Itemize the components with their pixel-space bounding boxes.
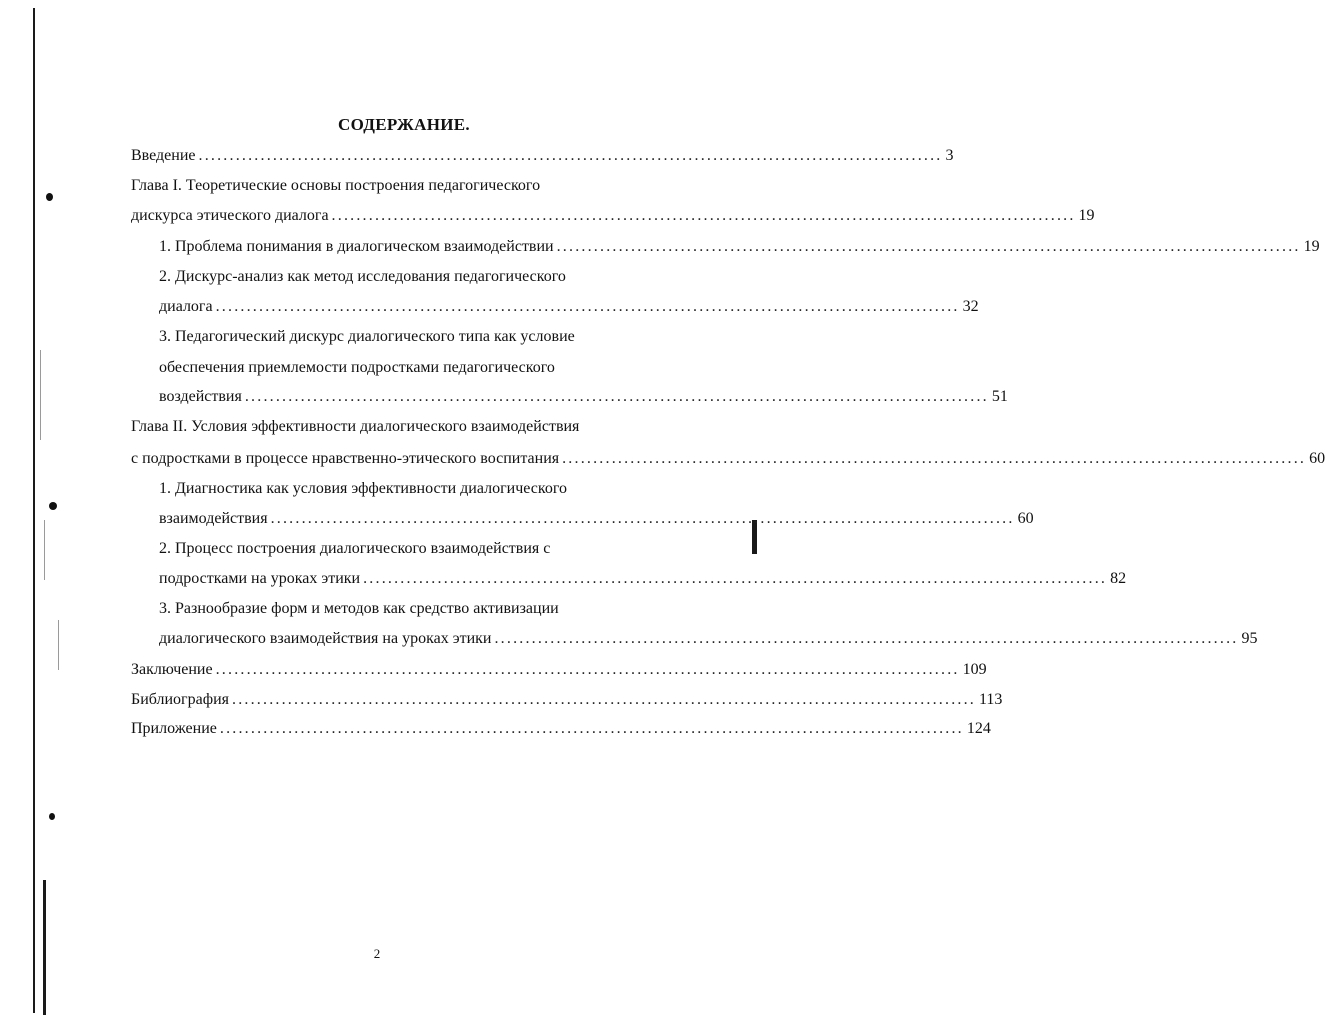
toc-entry-2-2-cont bbox=[159, 568, 1127, 590]
toc-entry-text: 2. Дискурс-анализ как метод исследования педагогического bbox=[159, 268, 566, 285]
toc-leader-dots: ........................................................................................................................ bbox=[562, 450, 1307, 467]
punch-hole-mark bbox=[46, 193, 53, 201]
toc-entry-conclusion bbox=[131, 659, 987, 681]
toc-page-number: 82 bbox=[1110, 570, 1127, 587]
scan-speck bbox=[40, 350, 41, 440]
toc-entry-text: взаимодействия bbox=[159, 510, 268, 527]
toc-entry-2-1-cont bbox=[159, 508, 1034, 530]
toc-entry-text: 2. Процесс построения диалогического взаимодействия с bbox=[159, 540, 551, 557]
toc-entry-chapter-1 bbox=[131, 175, 540, 197]
toc-entry-text: дискурса этического диалога bbox=[131, 207, 329, 224]
toc-page-number: 95 bbox=[1241, 630, 1258, 647]
toc-leader-dots: ........................................................................................................................ bbox=[270, 510, 1015, 527]
toc-entry-1-2 bbox=[159, 266, 566, 288]
toc-entry-bibliography bbox=[131, 689, 1003, 711]
toc-page-number: 3 bbox=[945, 147, 954, 164]
toc-entry-text: 3. Педагогический дискурс диалогического типа как условие bbox=[159, 328, 575, 345]
toc-leader-dots: ........................................................................................................................ bbox=[331, 207, 1076, 224]
punch-hole-mark bbox=[49, 813, 55, 820]
toc-entry-appendix bbox=[131, 718, 991, 740]
toc-leader-dots: ........................................................................................................................ bbox=[215, 661, 960, 678]
scan-edge-line bbox=[33, 8, 35, 1013]
toc-leader-dots: ........................................................................................................................ bbox=[556, 238, 1301, 255]
toc-entry-text: Заключение bbox=[131, 661, 213, 678]
toc-leader-dots: ........................................................................................................................ bbox=[244, 388, 989, 405]
scan-edge-line-thick bbox=[43, 880, 46, 1015]
toc-entry-text: подростками на уроках этики bbox=[159, 570, 361, 587]
toc-leader-dots: ........................................................................................................................ bbox=[363, 570, 1108, 587]
toc-entry-introduction bbox=[131, 145, 954, 167]
toc-page-number: 113 bbox=[979, 691, 1003, 708]
toc-leader-dots: ........................................................................................................................ bbox=[219, 720, 964, 737]
scan-speck bbox=[44, 520, 45, 580]
toc-entry-text: Библиография bbox=[131, 691, 229, 708]
toc-entry-text: воздействия bbox=[159, 388, 242, 405]
toc-entry-2-3 bbox=[159, 598, 559, 620]
toc-page-number: 19 bbox=[1078, 207, 1095, 224]
toc-entry-chapter-2 bbox=[131, 416, 579, 438]
toc-page-number: 109 bbox=[962, 661, 987, 678]
toc-entry-text: с подростками в процессе нравственно-этического воспитания bbox=[131, 450, 560, 467]
page-title: СОДЕРЖАНИЕ. bbox=[338, 115, 470, 134]
toc-entry-text: 3. Разнообразие форм и методов как средство активизации bbox=[159, 600, 559, 617]
toc-entry-1-3-end bbox=[159, 386, 1008, 408]
toc-leader-dots: ........................................................................................................................ bbox=[198, 147, 943, 164]
toc-entry-chapter-2-cont bbox=[131, 448, 1325, 470]
toc-entry-1-3 bbox=[159, 326, 575, 348]
toc-entry-chapter-1-cont bbox=[131, 205, 1095, 227]
scan-speck bbox=[58, 620, 59, 670]
punch-hole-mark bbox=[49, 502, 57, 510]
toc-entry-text: Приложение bbox=[131, 720, 217, 737]
toc-leader-dots: ........................................................................................................................ bbox=[215, 298, 960, 315]
toc-entry-1-1 bbox=[159, 236, 1320, 258]
toc-leader-dots: ........................................................................................................................ bbox=[494, 630, 1239, 647]
toc-entry-text: диалогического взаимодействия на уроках этики bbox=[159, 630, 492, 647]
toc-entry-2-3-cont bbox=[159, 628, 1258, 650]
toc-entry-text: Введение bbox=[131, 147, 196, 164]
toc-page-number: 51 bbox=[991, 388, 1008, 405]
toc-page-number: 19 bbox=[1303, 238, 1320, 255]
toc-page-number: 60 bbox=[1309, 450, 1325, 467]
toc-entry-1-2-cont bbox=[159, 296, 979, 318]
toc-entry-text: Глава II. Условия эффективности диалогического взаимодействия bbox=[131, 418, 580, 435]
toc-entry-1-3-cont bbox=[159, 357, 555, 379]
toc-entry-text: 1. Диагностика как условия эффективности диалогического bbox=[159, 480, 567, 497]
toc-page-number: 124 bbox=[966, 720, 991, 737]
toc-leader-dots: ........................................................................................................................ bbox=[232, 691, 976, 708]
toc-entry-2-2 bbox=[159, 538, 550, 560]
toc-entry-text: обеспечения приемлемости подростками педагогического bbox=[159, 359, 555, 376]
toc-entry-text: 1. Проблема понимания в диалогическом взаимодействии bbox=[159, 238, 554, 255]
toc-page-number: 60 bbox=[1017, 510, 1034, 527]
toc-entry-2-1 bbox=[159, 478, 567, 500]
toc-entry-text: диалога bbox=[159, 298, 213, 315]
page-number: 2 bbox=[373, 946, 381, 961]
toc-entry-text: Глава I. Теоретические основы построения педагогического bbox=[131, 177, 541, 194]
toc-page-number: 32 bbox=[962, 298, 979, 315]
